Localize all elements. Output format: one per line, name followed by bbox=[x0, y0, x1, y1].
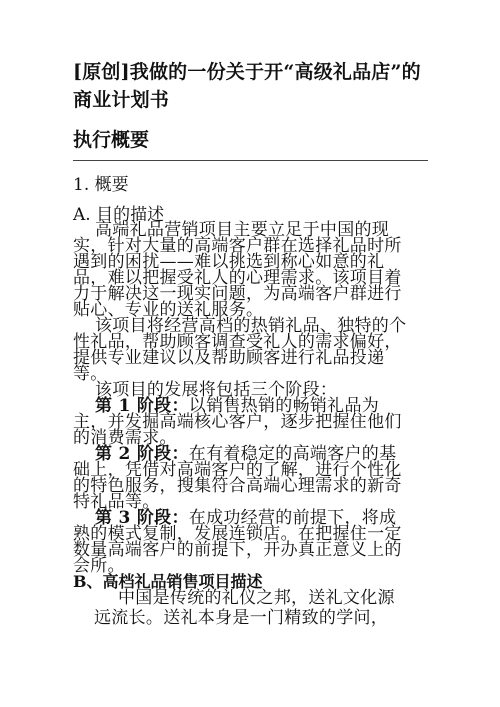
stage-3-paragraph bbox=[73, 510, 413, 574]
section-a-body bbox=[73, 222, 413, 574]
paragraph: 高端礼品营销项目主要立足于中国的现实，针对大量的高端客户群在选择礼品时所遇到的困扰——难以挑选到称心如意的礼品，难以把握受礼人的心理需求。该项目着力于解决这一现实问题，为高端客户群进行贴心、专业的送礼服务。 bbox=[73, 220, 402, 320]
stage-3-label: 第 3 阶段： bbox=[95, 508, 189, 528]
stage-2-text: 在有着稳定的高端客户的基础上，凭借对高端客户的了解，进行个性化的特色服务，搜集符合高端心理需求的新奇特礼品等。 bbox=[73, 444, 402, 512]
section-a-heading: A. 目的描述 bbox=[73, 205, 165, 225]
paragraph-line: 远流长。送礼本身是一门精致的学问， bbox=[94, 608, 389, 628]
section-1-heading: 1. 概要 bbox=[73, 175, 129, 195]
stage-1-paragraph bbox=[73, 398, 413, 446]
exec-summary-heading: 执行概要 bbox=[73, 126, 428, 161]
stage-3-text: 在成功经营的前提下，将成熟的模式复制，发展连锁店。在把握住一定数量高端客户的前提下，开办真正意义上的会所。 bbox=[73, 508, 402, 576]
document-title: [原创]我做的一份关于开“高级礼品店”的商业计划书 bbox=[73, 61, 421, 111]
stage-2-paragraph bbox=[73, 446, 413, 510]
section-b-heading: B、高档礼品销售项目描述 bbox=[73, 572, 263, 591]
stage-1-label: 第 1 阶段： bbox=[95, 396, 189, 416]
paragraph: 该项目将经营高档的热销礼品、独特的个性礼品，帮助顾客调查受礼人的需求偏好，提供专业建议以及帮助顾客进行礼品投递等。 bbox=[73, 316, 407, 384]
stage-2-label: 第 2 阶段： bbox=[95, 444, 189, 464]
paragraph: 该项目的发展将包括三个阶段： bbox=[95, 380, 338, 400]
section-b-body bbox=[96, 588, 412, 628]
stage-1-text: 以销售热销的畅销礼品为主，并发掘高端核心客户，逐步把握住他们的消费需求。 bbox=[73, 396, 402, 448]
paragraph-line: 中国是传统的礼仪之邦，送礼文化源 bbox=[118, 588, 395, 608]
